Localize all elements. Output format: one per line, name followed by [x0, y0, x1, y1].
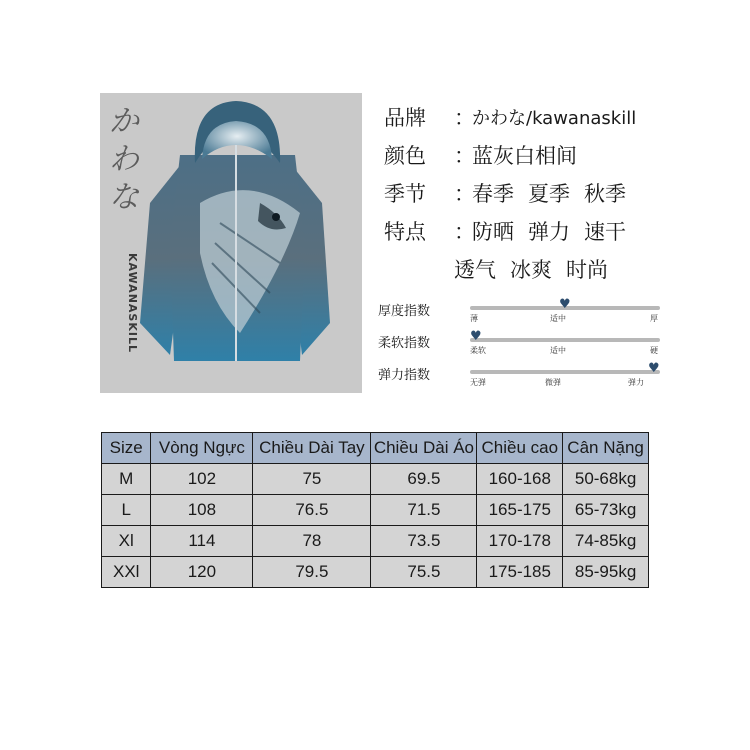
index-track: [470, 361, 660, 376]
attr-value-item: 弹力: [528, 220, 570, 244]
column-header: Chiều Dài Tay: [253, 433, 371, 464]
index-track: [470, 297, 660, 312]
table-cell: 74-85kg: [563, 526, 649, 557]
table-row: [102, 557, 649, 588]
table-cell: 79.5: [253, 557, 371, 588]
table-cell: 75.5: [371, 557, 477, 588]
attr-value: [454, 254, 622, 284]
attr-brand: [384, 98, 744, 136]
heart-marker-icon: ♥: [470, 329, 482, 344]
column-header: Vòng Ngực: [151, 433, 253, 464]
tick-label: 薄: [470, 314, 478, 323]
attr-value-item: 蓝灰白相间: [472, 144, 577, 168]
table-cell: XXl: [102, 557, 151, 588]
attr-value: [472, 178, 640, 208]
tick-label: 弹力: [628, 378, 644, 387]
table-cell: 78: [253, 526, 371, 557]
column-header: Cân Nặng: [563, 433, 649, 464]
attr-value-item: 防晒: [472, 220, 514, 244]
tick-label: 适中: [550, 314, 566, 323]
attr-value-item: 速干: [584, 220, 626, 244]
attr-features: [384, 212, 744, 250]
index-elasticity: [378, 360, 668, 392]
vertical-brand-text: [106, 103, 142, 217]
tick-label: 无弹: [470, 378, 486, 387]
attr-color: [384, 136, 744, 174]
product-indices: [378, 296, 668, 392]
heart-marker-icon: ♥: [648, 361, 660, 376]
index-label: 厚度指数: [378, 304, 431, 319]
attr-key: 特点: [384, 220, 426, 244]
table-cell: 120: [151, 557, 253, 588]
table-cell: 69.5: [371, 464, 477, 495]
table-row: [102, 526, 649, 557]
index-label: 弹力指数: [378, 368, 431, 383]
attr-value-item: 时尚: [566, 258, 608, 282]
table-cell: 102: [151, 464, 253, 495]
table-row: [102, 495, 649, 526]
attr-value-item: かわな/kawanaskill: [472, 108, 637, 129]
vertical-char: な: [109, 180, 139, 215]
table-cell: Xl: [102, 526, 151, 557]
index-label: 柔软指数: [378, 336, 431, 351]
attr-value: [472, 216, 640, 246]
attr-value-item: 夏季: [528, 182, 570, 206]
attr-features-cont: [384, 250, 744, 288]
heart-marker-icon: ♥: [559, 297, 571, 312]
vertical-char: か: [109, 104, 139, 139]
table-cell: 114: [151, 526, 253, 557]
table-cell: 50-68kg: [563, 464, 649, 495]
tick-label: 厚: [650, 314, 658, 323]
product-image: [100, 93, 362, 393]
attr-colon: ：: [454, 182, 475, 206]
attr-key: 品牌: [384, 106, 426, 130]
attr-colon: ：: [454, 144, 475, 168]
vertical-char: わ: [109, 142, 139, 177]
table-cell: 71.5: [371, 495, 477, 526]
table-cell: 175-185: [477, 557, 563, 588]
tick-label: 硬: [650, 346, 658, 355]
attr-season: [384, 174, 744, 212]
product-attributes: [384, 98, 744, 288]
table-cell: 85-95kg: [563, 557, 649, 588]
attr-value: [472, 104, 650, 130]
table-cell: 160-168: [477, 464, 563, 495]
index-ticks: [470, 313, 660, 325]
table-cell: 76.5: [253, 495, 371, 526]
index-ticks: [470, 377, 660, 389]
attr-key: 颜色: [384, 144, 426, 168]
vertical-logo: KAWANASKILL: [126, 253, 139, 353]
table-row: [102, 464, 649, 495]
column-header: Size: [102, 433, 151, 464]
index-ticks: [470, 345, 660, 357]
column-header: Chiều cao: [477, 433, 563, 464]
table-cell: 108: [151, 495, 253, 526]
table-cell: M: [102, 464, 151, 495]
tick-label: 柔软: [470, 346, 486, 355]
table-cell: 165-175: [477, 495, 563, 526]
attr-value: [472, 140, 591, 170]
attr-value-item: 冰爽: [510, 258, 552, 282]
size-chart-table: [101, 432, 649, 588]
table-cell: 75: [253, 464, 371, 495]
table-cell: 65-73kg: [563, 495, 649, 526]
attr-colon: ：: [454, 220, 475, 244]
attr-value-item: 春季: [472, 182, 514, 206]
attr-value-item: 透气: [454, 258, 496, 282]
attr-key: 季节: [384, 182, 426, 206]
table-cell: 73.5: [371, 526, 477, 557]
index-track: [470, 329, 660, 344]
tick-label: 适中: [550, 346, 566, 355]
tick-label: 微弹: [545, 378, 561, 387]
table-cell: L: [102, 495, 151, 526]
attr-colon: ：: [454, 106, 475, 130]
column-header: Chiều Dài Áo: [371, 433, 477, 464]
index-softness: [378, 328, 668, 360]
table-cell: 170-178: [477, 526, 563, 557]
attr-value-item: 秋季: [584, 182, 626, 206]
index-thickness: [378, 296, 668, 328]
table-header-row: [102, 433, 649, 464]
